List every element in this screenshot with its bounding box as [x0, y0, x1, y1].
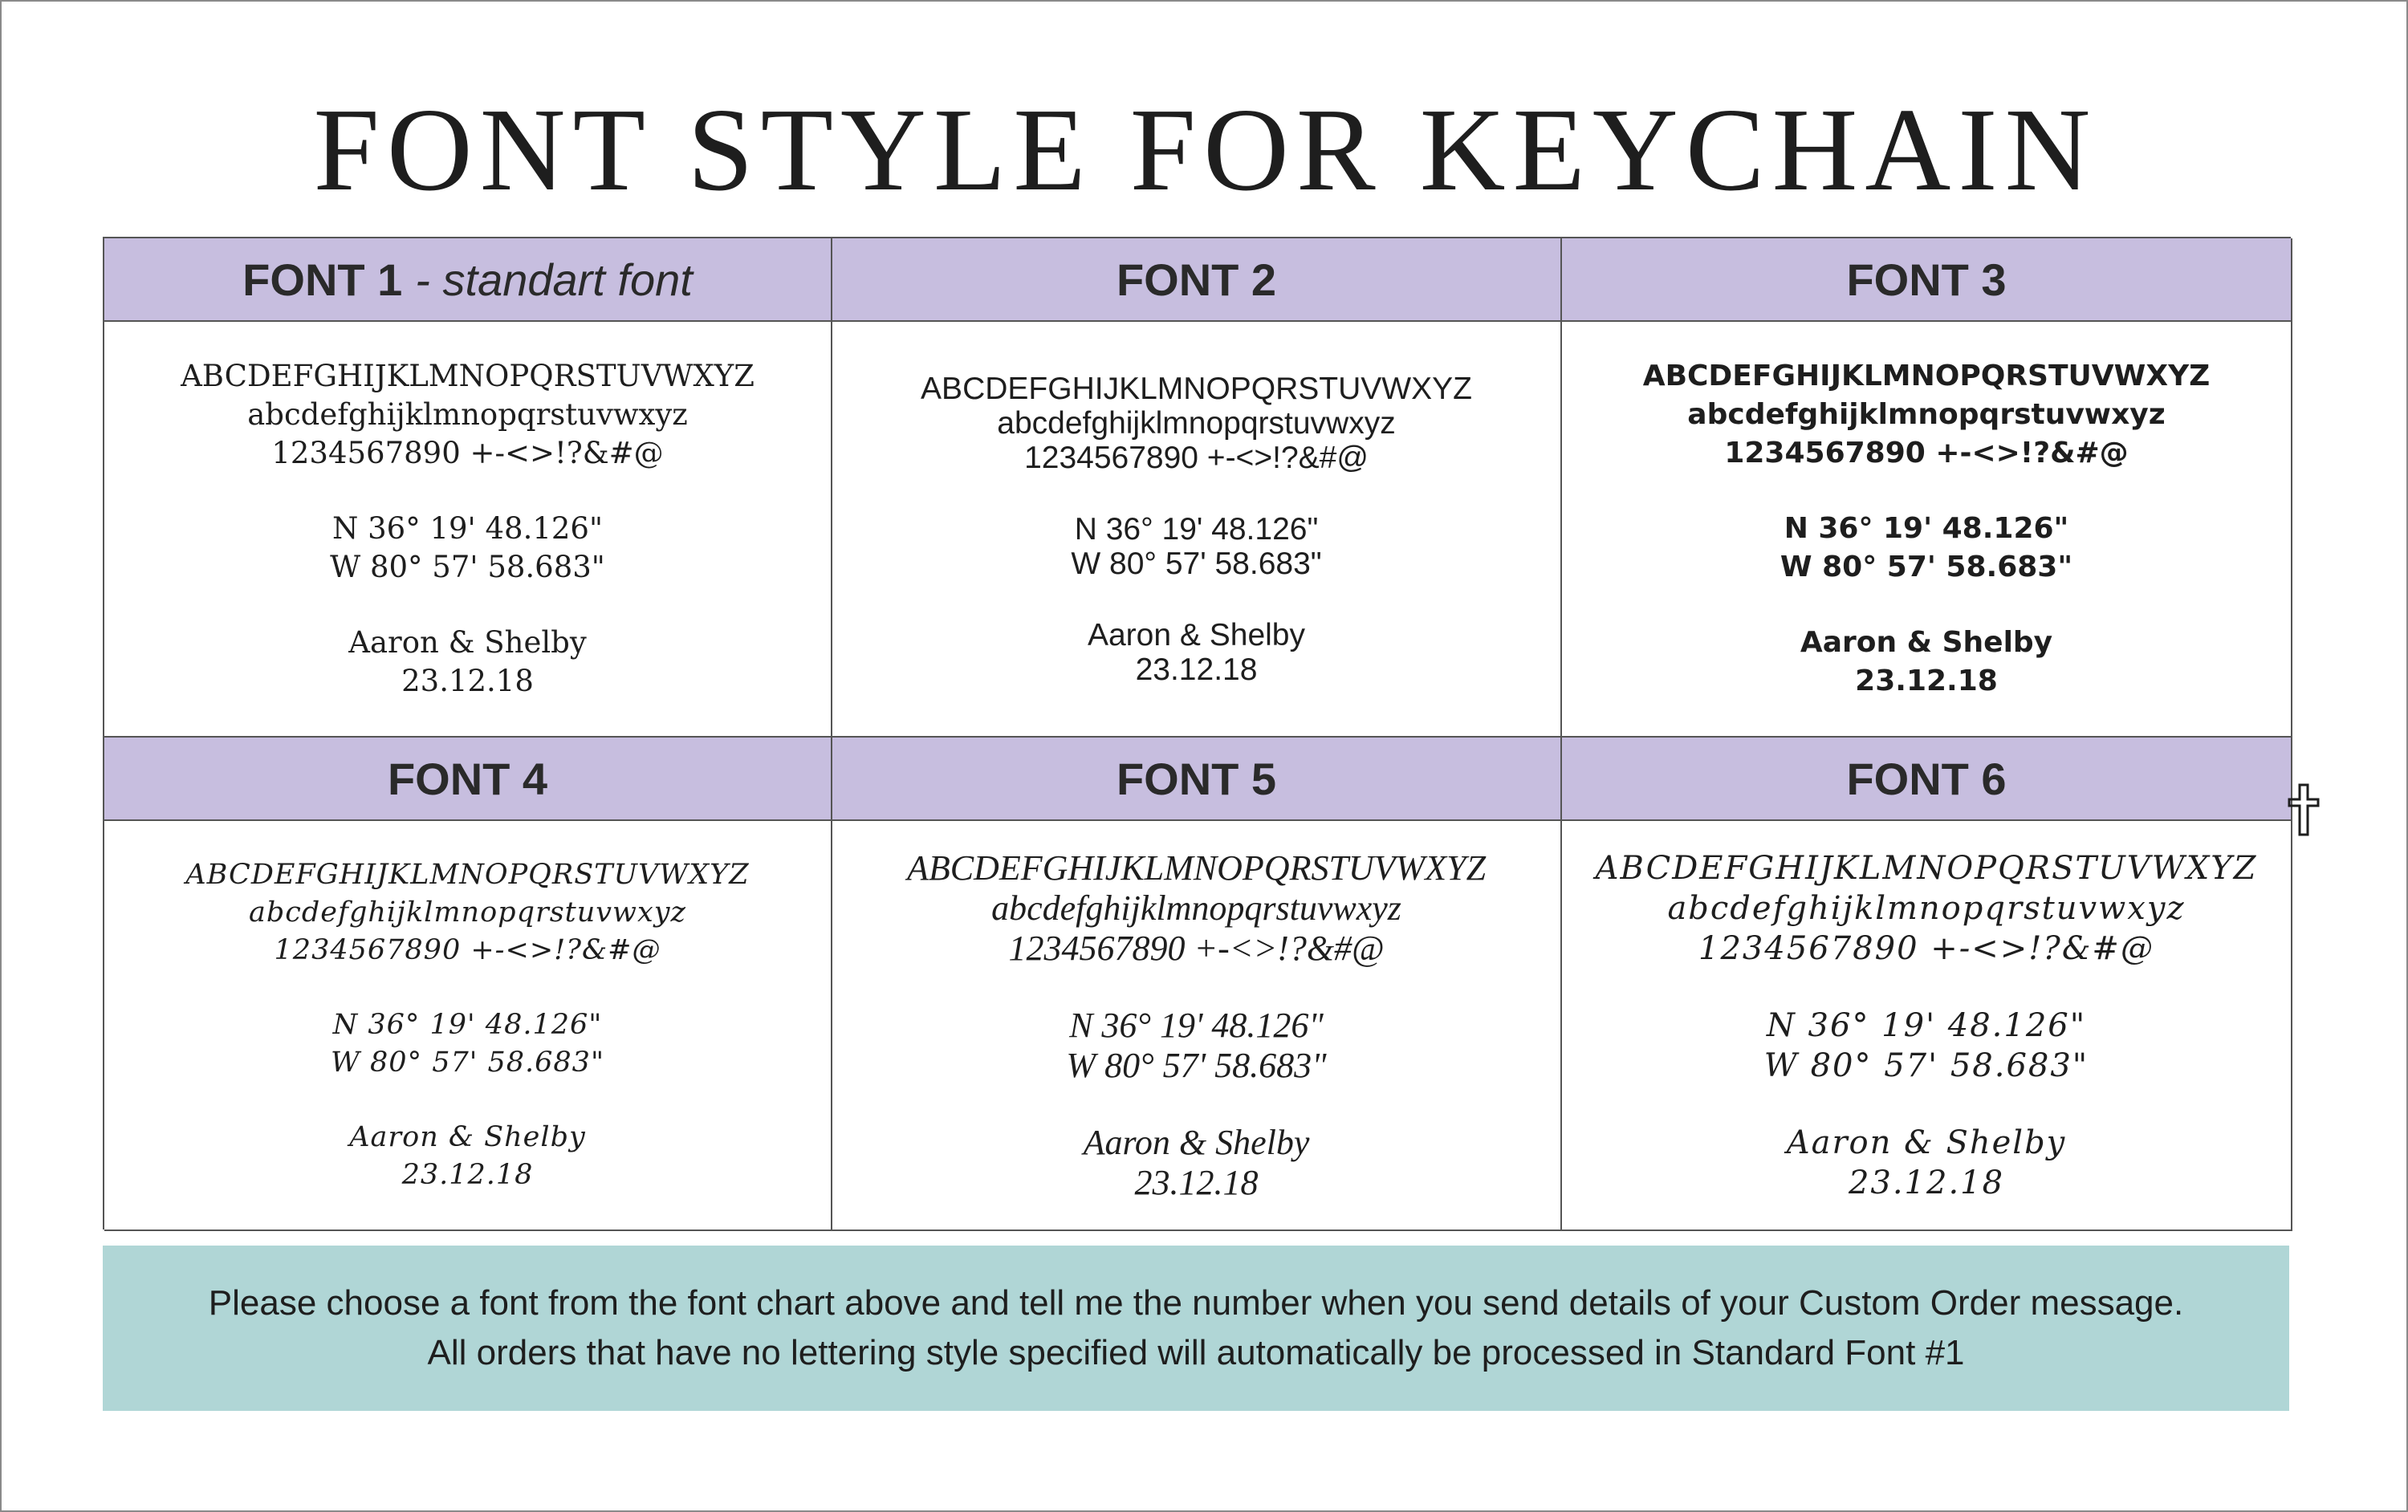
- font-cell-2: [832, 238, 1562, 738]
- sample-coord-n: N 36° 19' 48.126": [1766, 1006, 2087, 1044]
- sample-lowercase: abcdefghijklmnopqrstuvwxyz: [1687, 398, 2166, 431]
- sample-coord-w: W 80° 57' 58.683": [1763, 1047, 2089, 1084]
- sample-date: 23.12.18: [401, 664, 534, 698]
- font-label: FONT 3: [1846, 254, 2007, 305]
- font-sublabel: - standart font: [415, 254, 693, 305]
- instructions-line-2: All orders that have no lettering style specified will automatically be processed in Standard Font #1: [427, 1333, 1965, 1372]
- font-cell-5: [832, 738, 1562, 1231]
- sample-uppercase: ABCDEFGHIJKLMNOPQRSTUVWXYZ: [906, 847, 1487, 888]
- sample-digits: 1234567890 +-<>!?&#@: [1024, 440, 1369, 475]
- sample-date: 23.12.18: [1135, 652, 1258, 687]
- sample-uppercase: ABCDEFGHIJKLMNOPQRSTUVWXYZ: [1595, 849, 2258, 887]
- sample-lowercase: abcdefghijklmnopqrstuvwxyz: [997, 405, 1396, 441]
- sample-coord-w: W 80° 57' 58.683": [330, 550, 605, 584]
- sample-digits: 1234567890 +-<>!?&#@: [1698, 929, 2154, 967]
- font-sample-1: [104, 322, 831, 736]
- sample-date: 23.12.18: [1855, 665, 1998, 697]
- sample-coord-n: N 36° 19' 48.126": [1784, 512, 2069, 545]
- font-header-3: [1562, 238, 2291, 322]
- sample-lowercase: abcdefghijklmnopqrstuvwxyz: [1667, 889, 2186, 927]
- sample-coord-n: N 36° 19' 48.126": [332, 1009, 603, 1041]
- sample-coord-w: W 80° 57' 58.683": [1066, 1045, 1327, 1085]
- font-label: FONT 1: [242, 254, 403, 305]
- sample-date: 23.12.18: [401, 1159, 534, 1191]
- sample-coord-w: W 80° 57' 58.683": [330, 1047, 605, 1079]
- sample-digits: 1234567890 +-<>!?&#@: [274, 934, 661, 966]
- sample-names: Aaron & Shelby: [349, 1121, 586, 1153]
- page-title: FONT STYLE FOR KEYCHAIN: [313, 84, 2098, 216]
- font-header-6: [1562, 738, 2291, 821]
- sample-coord-w: W 80° 57' 58.683": [1780, 551, 2073, 583]
- sample-uppercase: ABCDEFGHIJKLMNOPQRSTUVWXYZ: [185, 859, 750, 891]
- sample-coord-w: W 80° 57' 58.683": [1071, 546, 1322, 581]
- sample-names: Aaron & Shelby: [348, 625, 587, 660]
- instructions-banner: [103, 1246, 2289, 1411]
- font-header-1: [104, 238, 831, 322]
- font-grid: [103, 237, 2291, 1230]
- font-sample-4: [104, 821, 831, 1230]
- cross-icon: [2288, 783, 2320, 836]
- sample-lowercase: abcdefghijklmnopqrstuvwxyz: [991, 888, 1401, 928]
- font-cell-4: [104, 738, 832, 1231]
- sample-names: Aaron & Shelby: [1083, 1122, 1310, 1162]
- font-header-5: [832, 738, 1560, 821]
- font-sample-3: [1562, 322, 2291, 736]
- sample-coord-n: N 36° 19' 48.126": [1074, 511, 1319, 547]
- font-label: FONT 4: [387, 753, 548, 804]
- font-header-4: [104, 738, 831, 821]
- sample-date: 23.12.18: [1848, 1164, 2005, 1201]
- font-sample-2: [832, 322, 1560, 736]
- sample-date: 23.12.18: [1134, 1162, 1259, 1202]
- sample-coord-n: N 36° 19' 48.126": [1069, 1005, 1324, 1045]
- font-label: FONT 5: [1116, 753, 1277, 804]
- sample-uppercase: ABCDEFGHIJKLMNOPQRSTUVWXYZ: [181, 359, 755, 393]
- sample-coord-n: N 36° 19' 48.126": [332, 511, 603, 546]
- font-sample-6: [1562, 821, 2291, 1230]
- instructions-line-1: Please choose a font from the font chart above and tell me the number when you send details of your Custom Order message.: [208, 1283, 2184, 1323]
- sample-lowercase: abcdefghijklmnopqrstuvwxyz: [247, 397, 688, 432]
- sample-uppercase: ABCDEFGHIJKLMNOPQRSTUVWXYZ: [921, 371, 1472, 406]
- sample-names: Aaron & Shelby: [1800, 626, 2053, 659]
- font-label: FONT 6: [1846, 753, 2007, 804]
- sample-names: Aaron & Shelby: [1786, 1124, 2067, 1161]
- sample-uppercase: ABCDEFGHIJKLMNOPQRSTUVWXYZ: [1642, 360, 2211, 392]
- sample-lowercase: abcdefghijklmnopqrstuvwxyz: [249, 896, 686, 929]
- font-cell-3: [1562, 238, 2292, 738]
- font-label: FONT 2: [1116, 254, 1277, 305]
- sample-digits: 1234567890 +-<>!?&#@: [1724, 437, 2129, 469]
- font-cell-1: [104, 238, 832, 738]
- font-header-2: [832, 238, 1560, 322]
- sample-digits: 1234567890 +-<>!?&#@: [1008, 928, 1385, 968]
- font-sample-5: [832, 821, 1560, 1230]
- sample-digits: 1234567890 +-<>!?&#@: [271, 436, 664, 470]
- sample-names: Aaron & Shelby: [1087, 617, 1305, 652]
- font-cell-6: [1562, 738, 2292, 1231]
